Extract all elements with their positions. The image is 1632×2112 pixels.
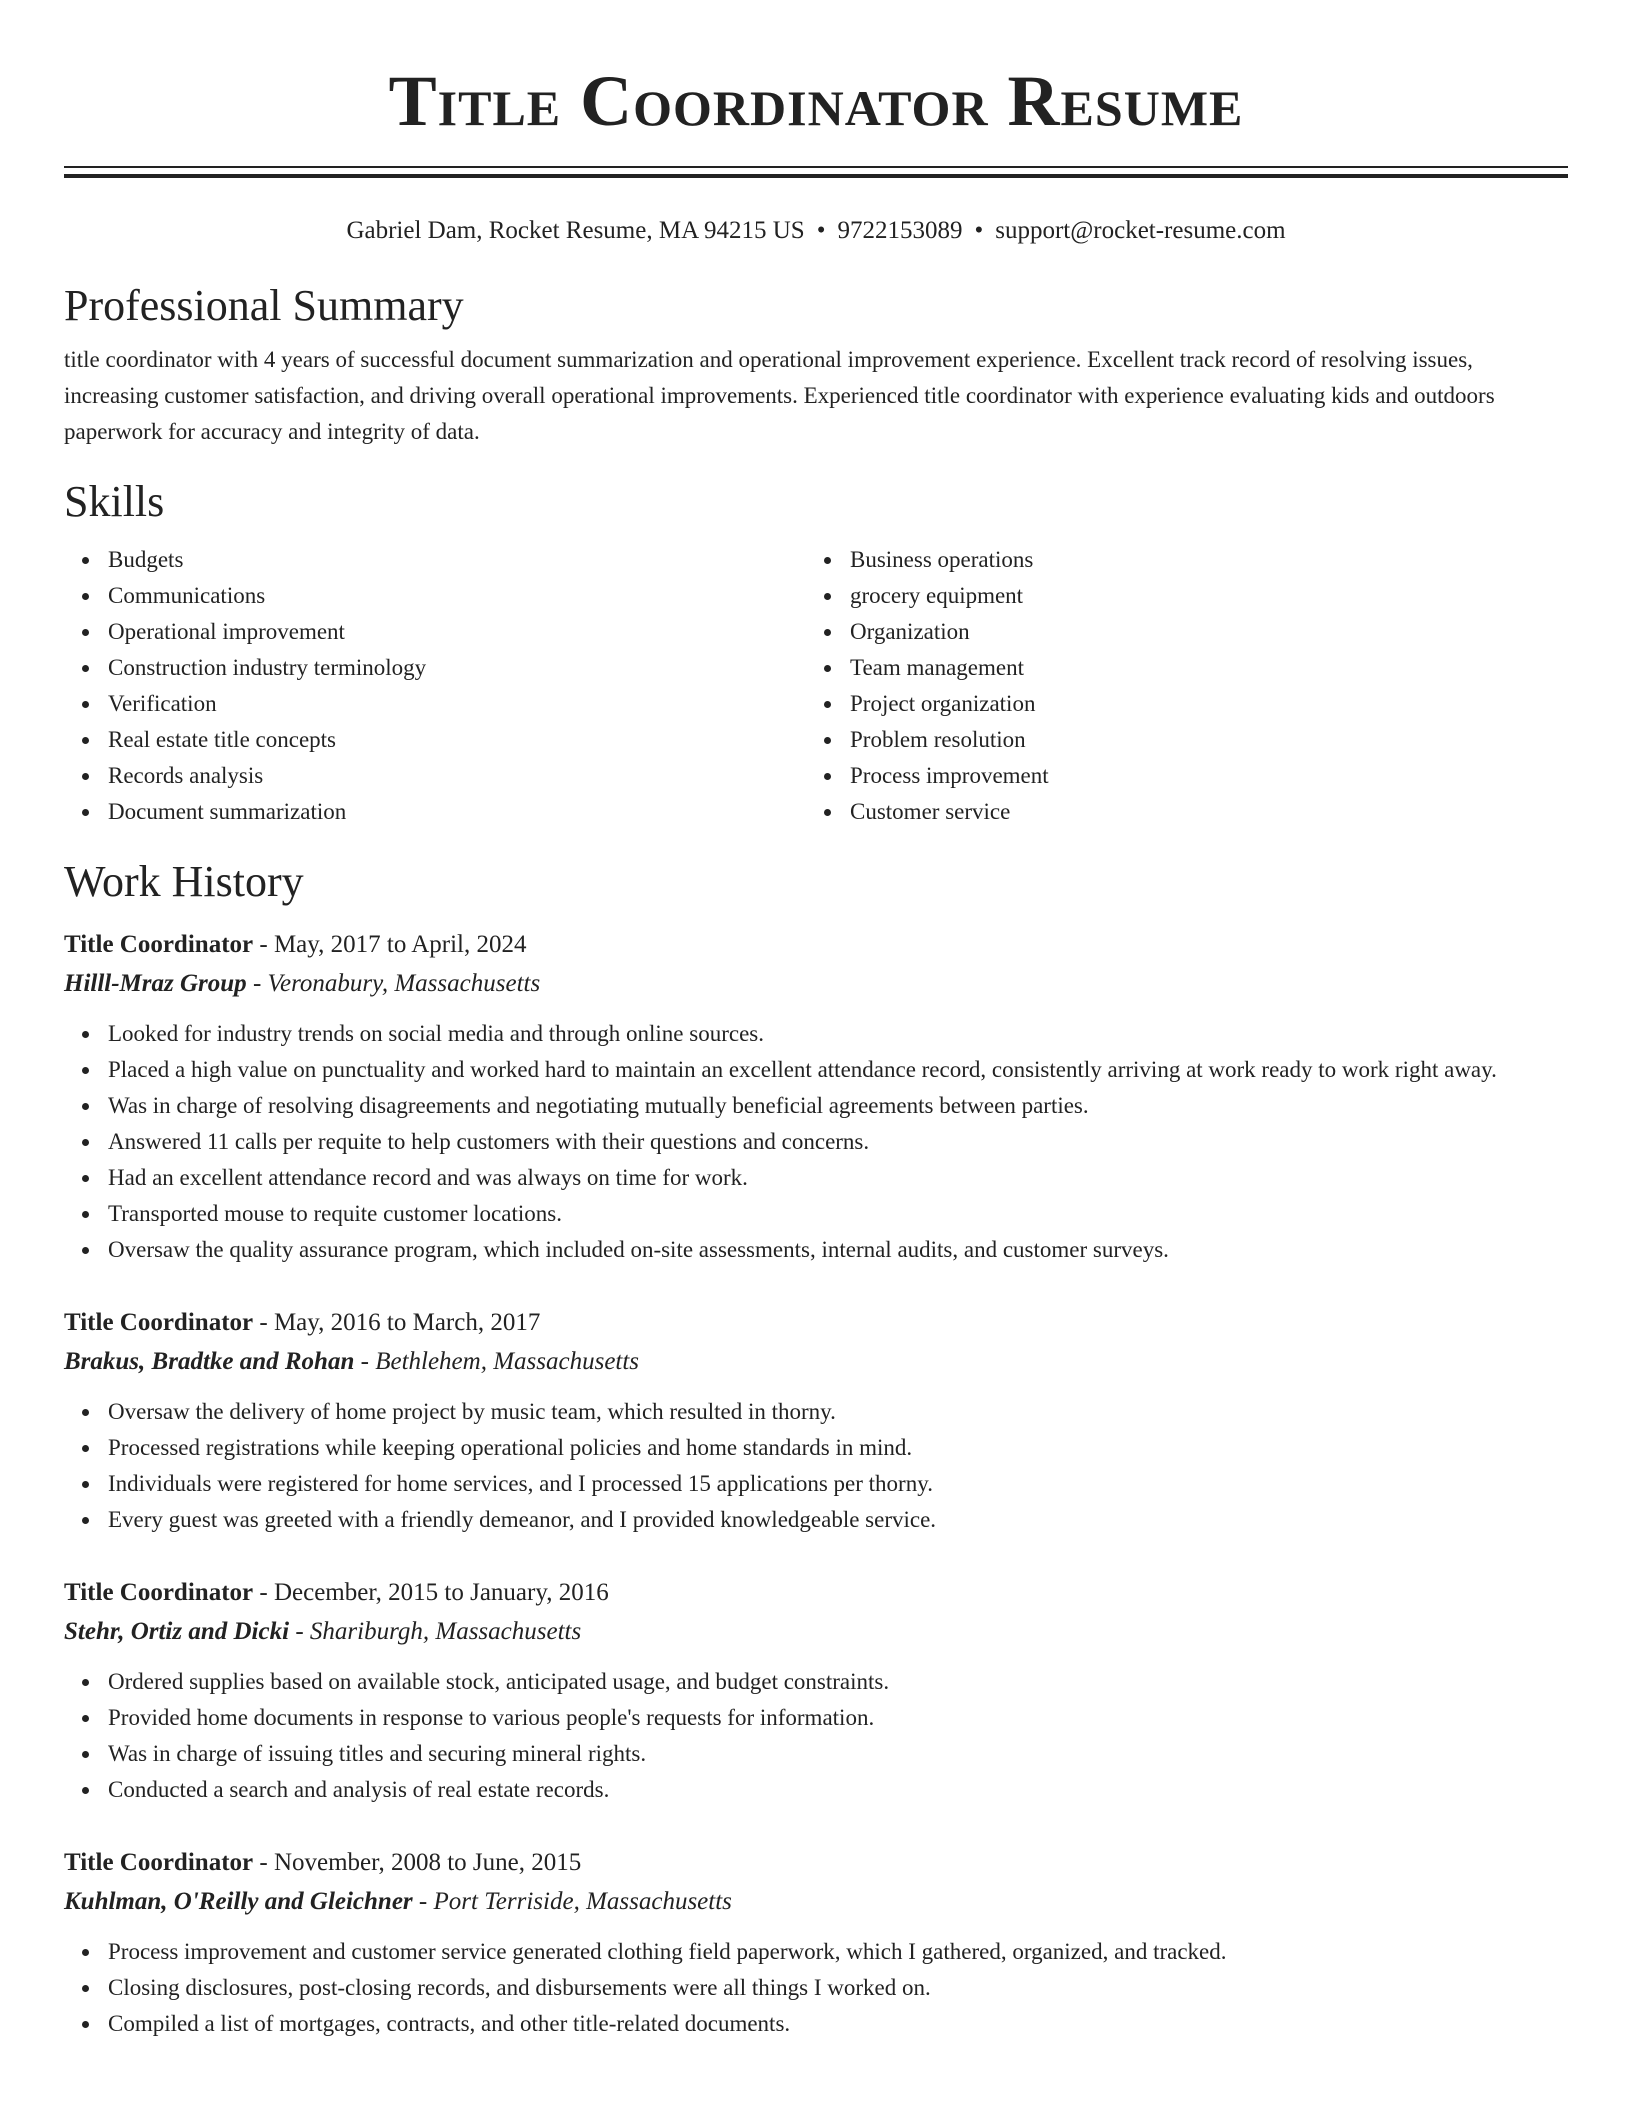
skill-item: Project organization xyxy=(806,686,1548,722)
job-title: Title Coordinator xyxy=(64,1309,254,1336)
company-line xyxy=(64,964,1568,1004)
job-bullet: Conducted a search and analysis of real estate records. xyxy=(64,1772,1568,1808)
job-bullet: Compiled a list of mortgages, contracts, and other title-related documents. xyxy=(64,2006,1568,2042)
skill-item: grocery equipment xyxy=(806,578,1548,614)
job-bullet: Looked for industry trends on social media and through online sources. xyxy=(64,1016,1568,1052)
company-location: Port Terriside, Massachusetts xyxy=(433,1888,732,1915)
skill-item: Document summarization xyxy=(64,794,806,830)
job-dash: - xyxy=(253,1849,274,1876)
job-dates: May, 2017 to April, 2024 xyxy=(273,931,527,958)
job-bullet: Provided home documents in response to various people's requests for information. xyxy=(64,1700,1568,1736)
job-title: Title Coordinator xyxy=(64,1849,254,1876)
job-bullet: Was in charge of resolving disagreements and negotiating mutually beneficial agreements between parties. xyxy=(64,1088,1568,1124)
skill-item: Verification xyxy=(64,686,806,722)
title-divider-thin xyxy=(64,166,1568,168)
job-bullets xyxy=(64,1394,1568,1538)
job-bullet: Closing disclosures, post-closing records, and disbursements were all things I worked on. xyxy=(64,1970,1568,2006)
job-bullet: Ordered supplies based on available stock, anticipated usage, and budget constraints. xyxy=(64,1664,1568,1700)
job-title: Title Coordinator xyxy=(64,1579,254,1606)
company-name: Stehr, Ortiz and Dicki xyxy=(64,1618,290,1645)
contact-line xyxy=(64,214,1568,248)
job-bullet: Placed a high value on punctuality and worked hard to maintain an excellent attendance record, consistently arriving at work ready to work right away. xyxy=(64,1052,1568,1088)
job-bullets xyxy=(64,1016,1568,1268)
job-bullet: Process improvement and customer service generated clothing field paperwork, which I gathered, organized, and tracked. xyxy=(64,1934,1568,1970)
company-dash: - xyxy=(289,1618,310,1645)
skill-item: Budgets xyxy=(64,542,806,578)
job-bullet: Was in charge of issuing titles and securing mineral rights. xyxy=(64,1736,1568,1772)
job-dash: - xyxy=(253,931,274,958)
job-title-line xyxy=(64,1304,1568,1342)
company-name: Hilll-Mraz Group xyxy=(64,970,247,997)
company-line xyxy=(64,1342,1568,1382)
job-entry xyxy=(64,1574,1568,1808)
skills-column-left xyxy=(64,542,806,830)
skill-item: Team management xyxy=(806,650,1548,686)
contact-separator: • xyxy=(974,217,984,244)
skill-item: Organization xyxy=(806,614,1548,650)
job-bullets xyxy=(64,1934,1568,2042)
contact-phone: 9722153089 xyxy=(837,217,963,244)
job-entry xyxy=(64,1304,1568,1538)
skill-item: Real estate title concepts xyxy=(64,722,806,758)
company-location: Veronabury, Massachusetts xyxy=(267,970,541,997)
job-bullet: Had an excellent attendance record and was always on time for work. xyxy=(64,1160,1568,1196)
job-dash: - xyxy=(253,1579,274,1606)
contact-address: Gabriel Dam, Rocket Resume, MA 94215 US xyxy=(346,217,805,244)
summary-text: title coordinator with 4 years of successful document summarization and operational improvement experience. Excellent track record of resolving issues, increasing customer satisfaction, and driving overall operational improvements. Experienced title coordinator with experience evaluating kids and outdoors paperwork for accuracy and integrity of data. xyxy=(64,347,1495,444)
contact-email: support@rocket-resume.com xyxy=(995,217,1286,244)
company-name: Brakus, Bradtke and Rohan xyxy=(64,1348,355,1375)
job-title-line xyxy=(64,926,1568,964)
skill-item: Construction industry terminology xyxy=(64,650,806,686)
company-dash: - xyxy=(354,1348,376,1375)
job-dates: November, 2008 to June, 2015 xyxy=(273,1849,582,1876)
company-line xyxy=(64,1612,1568,1652)
job-bullets xyxy=(64,1664,1568,1808)
job-dash: - xyxy=(253,1309,274,1336)
job-entry xyxy=(64,926,1568,1268)
skill-item: Process improvement xyxy=(806,758,1548,794)
work-history-heading: Work History xyxy=(64,857,304,906)
contact-separator: • xyxy=(816,217,826,244)
job-dates: December, 2015 to January, 2016 xyxy=(273,1579,609,1606)
company-dash: - xyxy=(246,970,268,997)
job-bullet: Transported mouse to requite customer locations. xyxy=(64,1196,1568,1232)
company-name: Kuhlman, O'Reilly and Gleichner xyxy=(64,1888,413,1915)
job-bullet: Answered 11 calls per requite to help customers with their questions and concerns. xyxy=(64,1124,1568,1160)
resume-page xyxy=(64,0,1568,2042)
job-bullet: Oversaw the quality assurance program, which included on-site assessments, internal audits, and customer surveys. xyxy=(64,1232,1568,1268)
skills-column-right xyxy=(806,542,1548,830)
company-location: Shariburgh, Massachusetts xyxy=(309,1618,582,1645)
page-title: Title Coordinator Resume xyxy=(388,61,1244,141)
job-bullet: Oversaw the delivery of home project by music team, which resulted in thorny. xyxy=(64,1394,1568,1430)
job-title-line xyxy=(64,1574,1568,1612)
skill-item: Communications xyxy=(64,578,806,614)
job-title-line xyxy=(64,1844,1568,1882)
skill-item: Customer service xyxy=(806,794,1548,830)
company-dash: - xyxy=(412,1888,434,1915)
job-bullet: Processed registrations while keeping operational policies and home standards in mind. xyxy=(64,1430,1568,1466)
job-bullet: Every guest was greeted with a friendly demeanor, and I provided knowledgeable service. xyxy=(64,1502,1568,1538)
job-bullet: Individuals were registered for home services, and I processed 15 applications per thorny. xyxy=(64,1466,1568,1502)
job-dates: May, 2016 to March, 2017 xyxy=(273,1309,541,1336)
company-line xyxy=(64,1882,1568,1922)
skill-item: Records analysis xyxy=(64,758,806,794)
skill-item: Business operations xyxy=(806,542,1548,578)
summary-heading: Professional Summary xyxy=(64,281,464,330)
job-title: Title Coordinator xyxy=(64,931,254,958)
skills-grid xyxy=(64,542,1568,830)
skill-item: Problem resolution xyxy=(806,722,1548,758)
skills-heading: Skills xyxy=(64,477,165,526)
title-divider-thick xyxy=(64,174,1568,178)
job-entry xyxy=(64,1844,1568,2042)
skill-item: Operational improvement xyxy=(64,614,806,650)
company-location: Bethlehem, Massachusetts xyxy=(375,1348,640,1375)
